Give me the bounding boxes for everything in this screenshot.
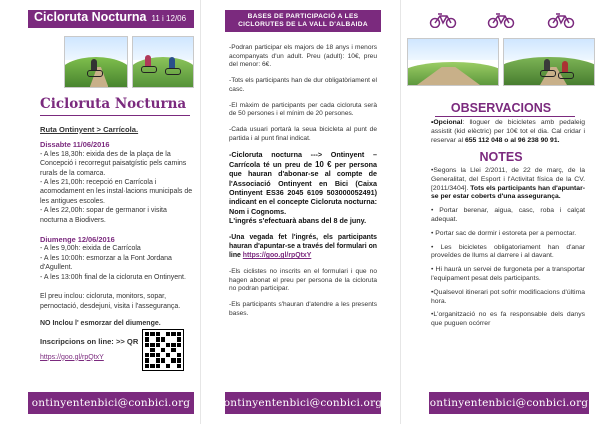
bases-header: BASES DE PARTICIPACIÓ A LES CICLORUTES DE LA VALL D'ALBAIDA [225, 10, 381, 32]
observacions-divider [435, 116, 575, 117]
reservation-phone: 655 112 048 o al 96 238 90 91. [465, 136, 560, 144]
optional-label: •Opcional [431, 119, 463, 126]
rule-paragraph: -El màxim de participants per cada cicloruta serà de 50 persones i el mínim de 20 persones. [229, 101, 377, 118]
law-note-bold: Tots els participants han d'apuntar-se per estar coberts d'una assegurança. [431, 184, 585, 201]
note-item: • Portar sac de dormir i estoreta per a pernoctar. [431, 229, 577, 237]
header-dates: 11 i 12/06 [151, 14, 187, 23]
observacions-body [431, 119, 585, 150]
bicycle-icon [487, 12, 515, 28]
photo-group-ride [503, 38, 595, 86]
route-label: Ruta Ontinyent > Carrícola. [40, 125, 139, 134]
notes-list [431, 167, 585, 334]
includes-text: El preu inclou: cicloruta, monitors, sopar, pernoctació, desdejuni, visita i l'assegurança. [40, 293, 181, 310]
payment-price: 10 € [315, 159, 332, 169]
day1-item: - A les 22,00h: sopar de germanor i visita nocturna a Biodivers. [40, 207, 167, 224]
panel-observacions [400, 0, 600, 424]
note-item [431, 167, 585, 202]
panel-bases [200, 0, 400, 424]
rule-paragraph: -Tots els participants han de dur obligatòriament el casc. [229, 77, 377, 93]
payment-deadline: L'ingrés s'efectuarà abans del 8 de juny. [229, 216, 367, 226]
notice-paragraph: -Els ciclistes no inscrits en el formulari i que no hagen abonat el preu per persona de la cicloruta no podran participar. [229, 267, 377, 293]
bicycle-icon [547, 12, 575, 28]
payment-paragraph [229, 150, 377, 225]
note-item: •Qualsevol itinerari pot sofrir modificacions d'última hora. [431, 288, 585, 305]
not-included-text: NO Inclou l' esmorzar del diumenge. [40, 319, 161, 327]
day1-item: - A les 18,30h: eixida des de la plaça de la Concepció i recorregut paisatgístic pels camins rurals de la comarca. [40, 150, 187, 177]
register-text: -Una vegada fet l'ingrés, els participants hauran d'apuntar-se a través del formulari on line [229, 233, 377, 260]
schedule [40, 125, 196, 362]
qr-code[interactable] [142, 329, 184, 371]
footer-email[interactable]: ontinyentenbici@conbici.org [429, 392, 589, 414]
note-item: • Hi haurà un servei de furgoneta per a transportar l'equipament pesat dels participants. [431, 266, 585, 282]
panel-cicloruta [0, 0, 200, 424]
day2-title: Diumenge 12/06/2016 [40, 235, 115, 245]
photo-cyclists-2 [132, 36, 194, 88]
footer-email[interactable]: ontinyentenbici@conbici.org [28, 392, 194, 414]
register-paragraph [229, 233, 377, 261]
footer-email[interactable]: ontinyentenbici@conbici.org [225, 392, 381, 414]
optional-note [431, 119, 585, 145]
notice-paragraph: -Els participants s'hauran d'atendre a les presents bases. [229, 300, 377, 317]
note-item: • Portar berenar, aigua, casc, roba i calçat adequat. [431, 207, 585, 223]
title-divider [40, 115, 190, 116]
observacions-title: OBSERVACIONS [450, 101, 552, 115]
day1-item: - A les 21,00h: recepció en Carrícola i acomodament en les instal·lacions municipals de les antigues escoles. [40, 179, 193, 205]
rule-paragraph: -Cada usuari portarà la seua bicicleta al punt de partida i al punt final indicat. [229, 125, 377, 142]
signup-link[interactable]: https://goo.gl/rpQtxY [40, 353, 104, 361]
header-title: Cicloruta Nocturna [34, 10, 147, 24]
rule-paragraph: -Podran participar els majors de 18 anys i menors acompanyats d'un adult. Preu (adult): 10€, preu del menor: 6€. [229, 44, 377, 69]
panel1-header-bar [28, 10, 194, 28]
online-signup-label: Inscripcions on line: >> QR [40, 337, 139, 347]
day2-item: - A les 13:00h final de la cicloruta en Ontinyent. [40, 273, 186, 281]
day2-item: - A les 9,00h: eixida de Carrícola [40, 245, 141, 253]
register-link[interactable]: https://goo.gl/rpQtxY [242, 252, 312, 260]
optional-text: : lloguer de bicicletes amb pedaleig assistit (kid elèctric) per 10€ tot el dia. Cal cridar i reservar al [431, 119, 585, 144]
payment-intro: -Cicloruta nocturna ---> Ontinyent – Carrícola té un preu de [229, 150, 377, 169]
note-item: • Les bicicletes obligatoriament han d'anar proveïdes de llums al darrere i al davant. [431, 243, 585, 260]
page-title: Cicloruta Nocturna [40, 96, 187, 112]
bicycle-icon [429, 12, 457, 28]
law-note: •Segons la Llei 2/2011, de 22 de març, de la Generalitat, del Esport i l'Activitat física de la CV. [2011/3404]. [431, 167, 585, 192]
notes-title: NOTES [479, 150, 523, 164]
payment-details: per persona que hauran d'abonar-se al compte de l'Associació Ontinyent en Bici (Caixa Ontinyent ES36 2045 6109 503000052491) indicant en el concepte Cicloruta nocturna: Nom i Cognoms. [229, 159, 378, 216]
day1-title: Dissabte 11/06/2016 [40, 140, 110, 150]
day2-item: - A les 10:00h: esmorzar a la Font Jordana d'Agullent. [40, 254, 172, 272]
photo-cyclists-1 [64, 36, 128, 88]
bases-body [229, 44, 377, 325]
photo-landscape [407, 38, 499, 86]
note-item: •L'organització no es fa responsable dels danys que puguen ocórrer [431, 311, 585, 328]
